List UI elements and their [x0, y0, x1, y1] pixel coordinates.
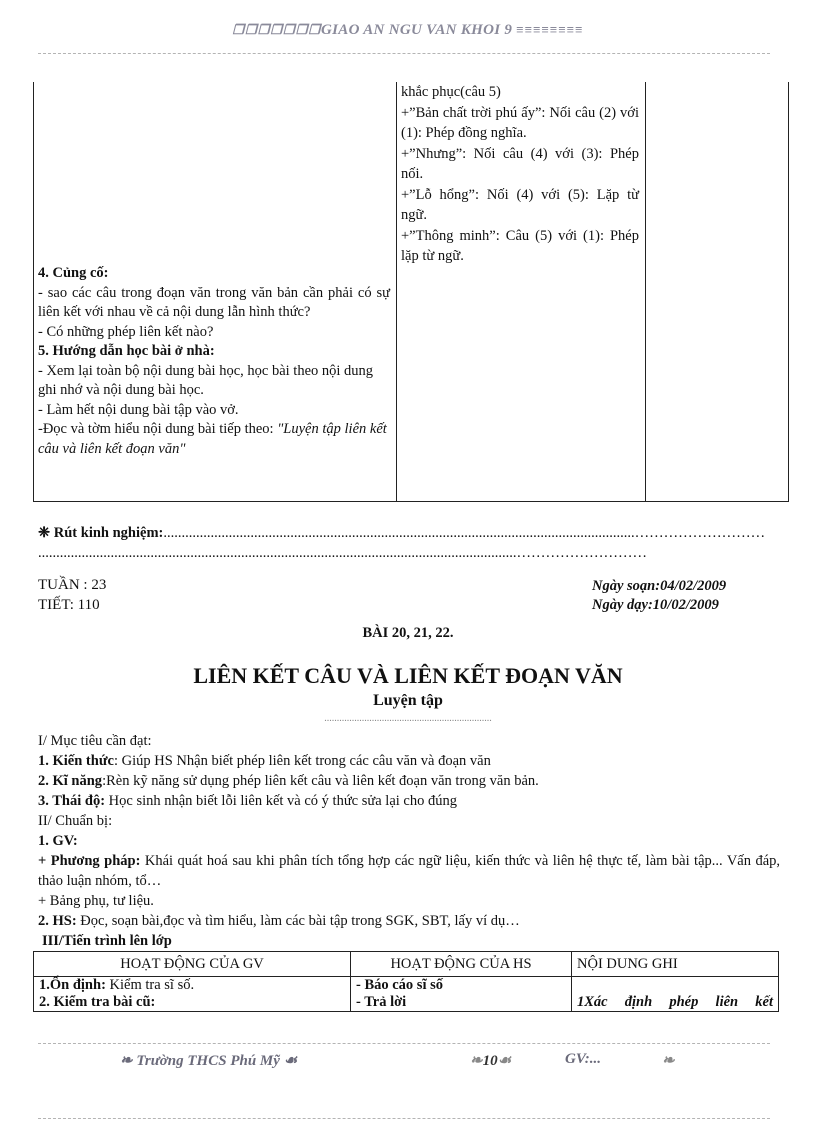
- skill-line: 2. Kĩ năng:Rèn kỹ năng sử dụng phép liên kết câu và liên kết đoạn văn trong văn bản.: [38, 773, 539, 789]
- bottom-divider: [38, 1118, 770, 1119]
- experience-dots-line: ....................................................................................................................................………………………: [38, 545, 647, 561]
- lesson-plan-body: [38, 731, 780, 951]
- consolidation-question-2: - Có những phép liên kết nào?: [38, 323, 214, 340]
- experience-line: [38, 525, 765, 542]
- consolidation-question-1: - sao các câu trong đoạn văn trong văn bản cần phải có sự liên kết với nhau về cả nội dung lẫn hình thức?: [38, 284, 390, 320]
- materials-line: + Bảng phụ, tư liệu.: [38, 893, 154, 909]
- note-line: +”Bản chất trời phú ấy”: Nối câu (2) với (1): Phép đồng nghĩa.: [401, 104, 639, 141]
- table-header-row: [34, 952, 779, 977]
- lesson-subtitle: Luyện tập: [373, 692, 443, 709]
- table-column-divider: [645, 82, 646, 501]
- header-teacher-activity: HOẠT ĐỘNG CỦA GV: [34, 952, 351, 977]
- attitude-line: 3. Thái độ: Học sinh nhận biết lỗi liên kết và có ý thức sửa lại cho đúng: [38, 793, 457, 809]
- footer-page: ❧10☙: [470, 1053, 512, 1069]
- footer-flourish-icon: ❧: [662, 1053, 675, 1069]
- page-header: [0, 22, 816, 39]
- footer-teacher: GV:...: [565, 1051, 601, 1067]
- teacher-activity-cell: 1.Ổn định: Kiểm tra sĩ số. 2. Kiểm tra bài cũ:: [34, 977, 351, 1012]
- period-label: TIẾT: 110: [38, 597, 100, 613]
- upper-table-student-column: [401, 82, 639, 267]
- header-divider: [38, 53, 770, 54]
- note-line: +”Nhưng”: Nối câu (4) với (3): Phép nối.: [401, 145, 639, 182]
- lesson-title-dots: ...................................................................: [324, 713, 492, 724]
- upper-table-teacher-column: [38, 264, 390, 459]
- next-lesson-title: "Luyện tập liên kết câu và liên kết đoạn văn": [38, 421, 387, 457]
- upper-lesson-table: [33, 82, 789, 502]
- lesson-number: BÀI 20, 21, 22.: [362, 625, 454, 641]
- note-line: khắc phục(câu 5): [401, 84, 501, 100]
- note-line: +”Thông minh”: Câu (5) với (1): Phép lặp từ ngữ.: [401, 227, 639, 264]
- objectives-heading: I/ Mục tiêu cần đạt:: [38, 733, 152, 749]
- activity-table: [33, 951, 779, 1012]
- date-taught: Ngày dạy:10/02/2009: [592, 597, 719, 613]
- homework-item-3: -Đọc và tờm hiểu nội dung bài tiếp theo: "Luyện tập liên kết câu và liên kết đoạn văn": [38, 421, 387, 457]
- teacher-prep-label: 1. GV:: [38, 833, 78, 849]
- method-line: + Phương pháp: Khái quát hoá sau khi phân tích tổng hợp các ngữ liệu, kiến thức và liên hệ thực tế, làm bài tập... Vấn đáp, thảo luận nhóm, tổ…: [38, 853, 781, 889]
- preparation-heading: II/ Chuẩn bị:: [38, 813, 113, 829]
- consolidation-heading: 4. Củng cố:: [38, 265, 109, 281]
- homework-item-1: - Xem lại toàn bộ nội dung bài học, học bài theo nội dung ghi nhớ và nội dung bài học.: [38, 362, 374, 398]
- week-label: TUẦN : 23: [38, 577, 107, 593]
- notes-cell: 1Xác định phép liên kết: [572, 977, 779, 1012]
- homework-item-2: - Làm hết nội dung bài tập vào vở.: [38, 401, 239, 418]
- experience-label: ❈ Rút kinh nghiệm:: [38, 525, 164, 541]
- table-row: [34, 977, 779, 1012]
- footer-divider: [38, 1043, 770, 1044]
- header-notes: NỘI DUNG GHI: [572, 952, 779, 977]
- student-prep-line: 2. HS: Đọc, soạn bài,đọc và tìm hiểu, làm các bài tập trong SGK, SBT, lấy ví dụ…: [38, 913, 520, 929]
- student-activity-cell: - Báo cáo sĩ số - Trả lời: [351, 977, 572, 1012]
- homework-heading: 5. Hướng dẫn học bài ở nhà:: [38, 343, 215, 359]
- header-student-activity: HOẠT ĐỘNG CỦA HS: [351, 952, 572, 977]
- knowledge-line: 1. Kiến thức: Giúp HS Nhận biết phép liên kết trong các câu văn và đoạn văn: [38, 753, 491, 769]
- table-column-divider: [396, 82, 397, 501]
- experience-dots: ..................................................................................................................................………………………: [163, 525, 766, 541]
- date-prepared: Ngày soạn:04/02/2009: [592, 578, 727, 594]
- header-title: GIAO AN NGU VAN KHOI 9: [321, 22, 513, 38]
- page-number: 10: [482, 1053, 498, 1069]
- footer-school: ❧ Trường THCS Phú Mỹ ☙: [120, 1053, 298, 1069]
- header-decoration-right: ≡≡≡≡≡≡≡≡: [516, 22, 584, 37]
- process-heading: III/Tiến trình lên lớp: [42, 933, 172, 949]
- lesson-title: LIÊN KẾT CÂU VÀ LIÊN KẾT ĐOẠN VĂN: [193, 663, 623, 688]
- header-decoration-left: ❐❐❐❐❐❐❐: [232, 22, 322, 37]
- note-line: +”Lỗ hổng”: Nối (4) với (5): Lặp từ ngữ.: [401, 186, 639, 223]
